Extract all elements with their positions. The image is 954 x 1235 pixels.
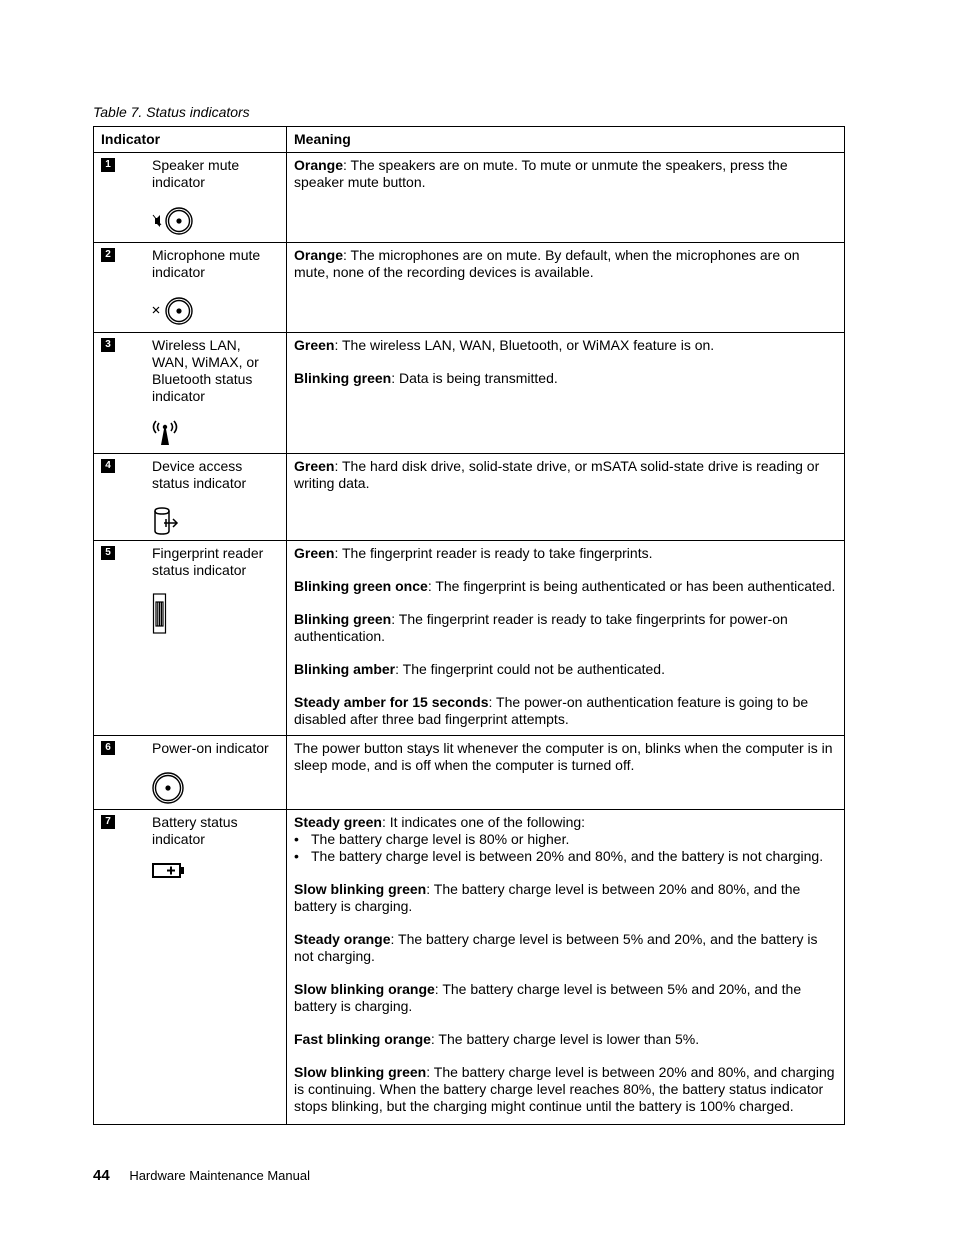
- meaning-cell: [287, 454, 845, 541]
- state-description: : The battery charge level is between 5% and 20%, and the battery is not charging.: [294, 931, 818, 964]
- meaning-paragraph: [294, 694, 837, 728]
- indicator-cell: [94, 153, 287, 243]
- meaning-cell: [287, 810, 845, 1125]
- meaning-paragraph: [294, 337, 837, 354]
- state-description: : The wireless LAN, WAN, Bluetooth, or WiMAX feature is on.: [334, 337, 715, 353]
- state-term: Steady amber for 15 seconds: [294, 694, 489, 710]
- list-item: • The battery charge level is 80% or higher.: [294, 831, 837, 848]
- meaning-paragraph: [294, 247, 837, 281]
- state-description: : The hard disk drive, solid-state drive, or mSATA solid-state drive is reading or writing data.: [294, 458, 820, 491]
- state-term: Steady orange: [294, 931, 391, 947]
- indicator-label: Power-on indicator: [152, 740, 269, 756]
- wireless-antenna-icon: [152, 419, 286, 451]
- table-row: [94, 454, 845, 541]
- bullet-list: [294, 831, 837, 865]
- state-term: Fast blinking orange: [294, 1031, 431, 1047]
- table-row: [94, 153, 845, 243]
- meaning-cell: [287, 333, 845, 454]
- indicator-label: Device access status indicator: [152, 458, 247, 491]
- meaning-paragraph: [294, 578, 837, 595]
- state-description: : The power-on authentication feature is going to be disabled after three bad fingerprint attempts.: [294, 694, 809, 727]
- callout-number: 6: [101, 741, 115, 755]
- indicator-label: Speaker mute indicator: [152, 157, 240, 190]
- callout-number: 7: [101, 815, 115, 829]
- indicator-cell: [94, 736, 287, 810]
- table-header-row: [94, 127, 845, 153]
- meaning-paragraph: [294, 1031, 837, 1048]
- indicator-cell: [94, 454, 287, 541]
- state-description: : The battery charge level is lower than 5%.: [430, 1031, 700, 1047]
- state-description: : It indicates one of the following:: [381, 814, 586, 830]
- microphone-mute-icon: [152, 295, 286, 331]
- state-description: : The speakers are on mute. To mute or unmute the speakers, press the speaker mute button.: [294, 157, 788, 190]
- meaning-cell: [287, 736, 845, 810]
- callout-number: 5: [101, 546, 115, 560]
- header-meaning: Meaning: [287, 127, 845, 153]
- callout-number: 2: [101, 248, 115, 262]
- state-description: : The fingerprint could not be authenticated.: [395, 661, 665, 677]
- state-term: Steady green: [294, 814, 382, 830]
- table-caption: Table 7. Status indicators: [93, 104, 250, 120]
- page-footer: [93, 1167, 310, 1184]
- state-term: Orange: [294, 247, 344, 263]
- meaning-paragraph: [294, 814, 837, 865]
- indicator-label: Wireless LAN, WAN, WiMAX, or Bluetooth status indicator: [152, 337, 259, 404]
- state-description: : The fingerprint reader is ready to take fingerprints.: [334, 545, 653, 561]
- state-description: : The battery charge level is between 20% and 80%, and charging is continuing. When the battery charge level reaches 80%, the battery status indicator stops blinking, but the charging might continue until the battery is 100% charged.: [294, 1064, 835, 1114]
- meaning-cell: [287, 541, 845, 736]
- table-row: [94, 333, 845, 454]
- meaning-paragraph: [294, 740, 837, 774]
- state-description: : The battery charge level is between 5% and 20%, and the battery is charging.: [294, 981, 802, 1014]
- meaning-paragraph: [294, 1064, 837, 1115]
- callout-number: 3: [101, 338, 115, 352]
- device-access-icon: [152, 506, 286, 540]
- meaning-paragraph: [294, 157, 837, 191]
- meaning-cell: [287, 243, 845, 333]
- indicator-cell: [94, 810, 287, 1125]
- list-item: • The battery charge level is between 20% and 80%, and the battery is not charging.: [294, 848, 837, 865]
- state-description: : Data is being transmitted.: [391, 370, 558, 386]
- state-term: Blinking green: [294, 370, 392, 386]
- meaning-paragraph: [294, 370, 837, 387]
- state-term: Green: [294, 545, 335, 561]
- state-description: : The fingerprint reader is ready to take fingerprints for power-on authentication.: [294, 611, 788, 644]
- state-term: Green: [294, 337, 335, 353]
- battery-icon: [152, 862, 286, 884]
- table-row: [94, 810, 845, 1125]
- state-term: Blinking amber: [294, 661, 396, 677]
- state-term: Slow blinking green: [294, 1064, 427, 1080]
- meaning-paragraph: [294, 545, 837, 562]
- speaker-mute-icon: [152, 205, 286, 241]
- fingerprint-reader-icon: [152, 593, 286, 639]
- state-description: : The fingerprint is being authenticated or has been authenticated.: [427, 578, 836, 594]
- meaning-paragraph: [294, 981, 837, 1015]
- state-description: : The microphones are on mute. By default, when the microphones are on mute, none of the recording devices is available.: [294, 247, 800, 280]
- callout-number: 4: [101, 459, 115, 473]
- page-number: 44: [93, 1167, 110, 1184]
- meaning-cell: [287, 153, 845, 243]
- table-row: [94, 736, 845, 810]
- status-indicators-table: [93, 126, 845, 1125]
- manual-title: Hardware Maintenance Manual: [129, 1168, 310, 1183]
- indicator-cell: [94, 541, 287, 736]
- indicator-label: Microphone mute indicator: [152, 247, 261, 280]
- state-term: Orange: [294, 157, 344, 173]
- meaning-paragraph: [294, 458, 837, 492]
- power-on-icon: [152, 771, 286, 809]
- callout-number: 1: [101, 158, 115, 172]
- indicator-label: Fingerprint reader status indicator: [152, 545, 264, 578]
- table-row: [94, 243, 845, 333]
- indicator-cell: [94, 333, 287, 454]
- state-term: Blinking green once: [294, 578, 428, 594]
- state-term: Slow blinking green: [294, 881, 427, 897]
- state-term: Slow blinking orange: [294, 981, 435, 997]
- meaning-paragraph: [294, 661, 837, 678]
- state-description: The power button stays lit whenever the computer is on, blinks when the computer is in sleep mode, and is off when the computer is turned off.: [294, 740, 833, 773]
- table-row: [94, 541, 845, 736]
- state-term: Green: [294, 458, 335, 474]
- indicator-label: Battery status indicator: [152, 814, 238, 847]
- meaning-paragraph: [294, 881, 837, 915]
- meaning-paragraph: [294, 931, 837, 965]
- state-term: Blinking green: [294, 611, 392, 627]
- state-description: : The battery charge level is between 20% and 80%, and the battery is charging.: [294, 881, 801, 914]
- meaning-paragraph: [294, 611, 837, 645]
- indicator-cell: [94, 243, 287, 333]
- header-indicator: Indicator: [94, 127, 287, 153]
